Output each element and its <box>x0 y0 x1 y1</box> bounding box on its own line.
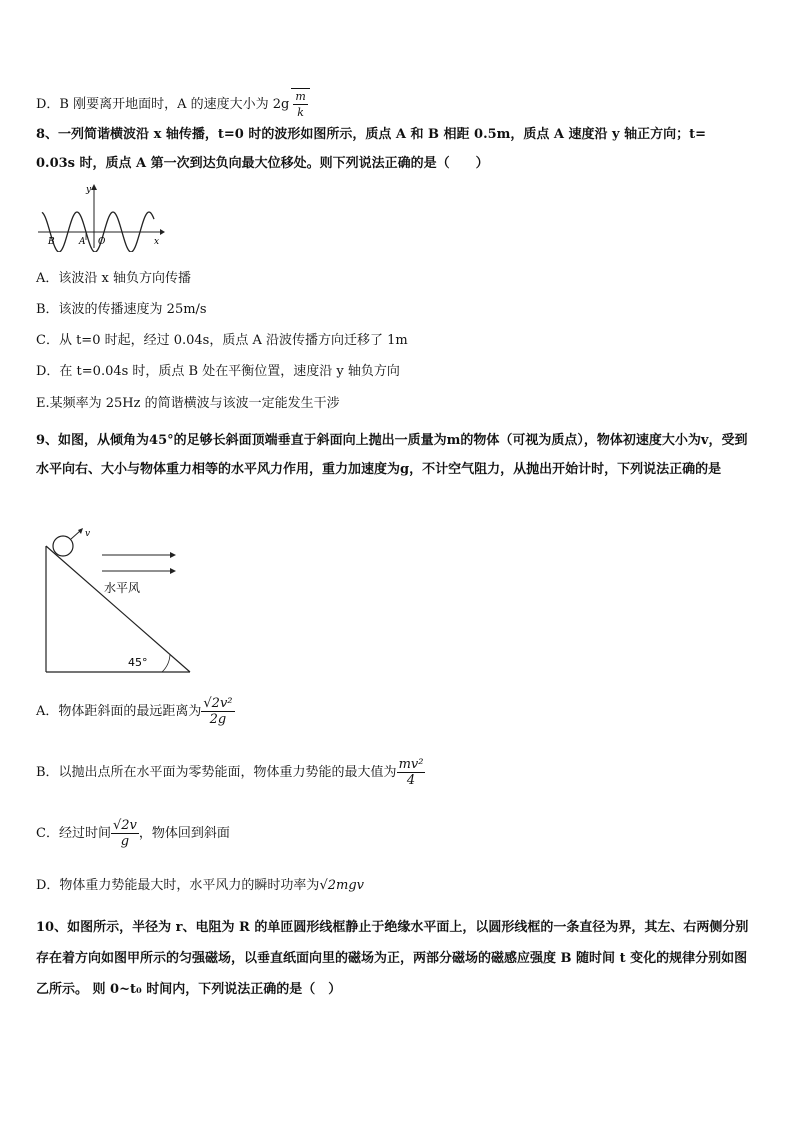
wind-arrowhead-2 <box>170 568 176 574</box>
q9-option-c-suffix: ，物体回到斜面 <box>138 826 230 841</box>
q8-option-a: A．该波沿 x 轴负方向传播 <box>36 271 191 286</box>
point-a-label: A <box>79 237 86 247</box>
q10-stem: 10、如图所示，半径为 r、电阻为 R 的单匝圆形线框静止于绝缘水平面上，以圆形线框的一条直径为界，其左、右两侧分别存在着方向如图甲所示的匀强磁场，以垂直纸面向里的磁场为正，两部分磁场的磁感应强度 B 随时间 t 变化的规律分别如图乙所示。 则 0~t₀ 时间内，下列说法正确的是（ ） <box>36 920 749 997</box>
q8-option-e: E.某频率为 25Hz 的简谐横波与该波一定能发生干涉 <box>36 396 340 411</box>
q8-stem-line2: 0.03s 时，质点 A 第一次到达负向最大位移处。则下列说法正确的是（ ） <box>36 156 489 171</box>
fraction <box>201 696 234 727</box>
sqrt-fraction <box>291 88 309 120</box>
q7-option-d-text: D．B 刚要离开地面时，A 的速度大小为 2g <box>36 97 290 112</box>
point-b-label: B <box>48 237 55 247</box>
angle-arc <box>162 654 170 672</box>
incline-slope <box>46 546 190 672</box>
q8-option-c: C．从 t=0 时起，经过 0.04s，质点 A 沿波传播方向迁移了 1m <box>36 333 408 348</box>
angle-label: 45° <box>128 656 148 669</box>
y-axis-arrow <box>91 184 97 190</box>
q9-option-c-text: C．经过时间 <box>36 826 111 841</box>
q7-option-d <box>36 88 310 120</box>
velocity-arrow <box>71 531 80 539</box>
frac-numerator: √2v² <box>203 696 233 711</box>
q9-option-a-text: A．物体距斜面的最远距离为 <box>36 704 202 719</box>
wind-label: 水平风 <box>104 581 141 595</box>
q9-option-d-value: √2mgv <box>319 878 364 893</box>
q9-option-b-text: B．以抛出点所在水平面为零势能面，物体重力势能的最大值为 <box>36 765 397 780</box>
q8-option-d: D．在 t=0.04s 时，质点 B 处在平衡位置，速度沿 y 轴负方向 <box>36 364 400 379</box>
q8-option-b: B．该波的传播速度为 25m/s <box>36 302 207 317</box>
x-label: x <box>154 237 160 247</box>
q9-incline-figure <box>36 526 196 676</box>
q9-stem: 9、如图，从倾角为45°的足够长斜面顶端垂直于斜面向上抛出一质量为m的物体（可视为质点），物体初速度大小为v，受到水平向右、大小与物体重力相等的水平风力作用，重力加速度为g，不计空气阻力，从抛出开始计时，下列说法正确的是 <box>36 433 748 477</box>
frac-numerator: √2v <box>112 818 137 833</box>
q8-stem-line1: 8、一列简谐横波沿 x 轴传播，t=0 时的波形如图所示，质点 A 和 B 相距 0.5m，质点 A 速度沿 y 轴正方向；t= <box>36 127 707 142</box>
q9-option-b <box>36 757 425 788</box>
velocity-arrowhead <box>78 528 83 534</box>
fraction <box>111 818 139 849</box>
wind-arrowhead-1 <box>170 552 176 558</box>
velocity-label: v <box>85 529 91 539</box>
q9-option-d-text: D．物体重力势能最大时，水平风力的瞬时功率为 <box>36 878 320 893</box>
origin-label: O <box>98 237 106 247</box>
fraction <box>397 757 426 788</box>
frac-denominator: g <box>120 834 130 849</box>
y-label: y <box>86 185 92 195</box>
q9-option-d <box>36 877 364 895</box>
q9-option-a <box>36 696 235 727</box>
q8-wave-figure <box>36 180 166 252</box>
frac-numerator: mv² <box>398 757 424 772</box>
x-axis-arrow <box>160 229 165 235</box>
frac-denominator: 2g <box>209 712 227 727</box>
frac-numerator: m <box>295 90 306 103</box>
frac-denominator: 4 <box>406 773 416 788</box>
frac-denominator: k <box>297 106 304 119</box>
q9-option-c <box>36 818 230 849</box>
ball <box>53 536 73 556</box>
